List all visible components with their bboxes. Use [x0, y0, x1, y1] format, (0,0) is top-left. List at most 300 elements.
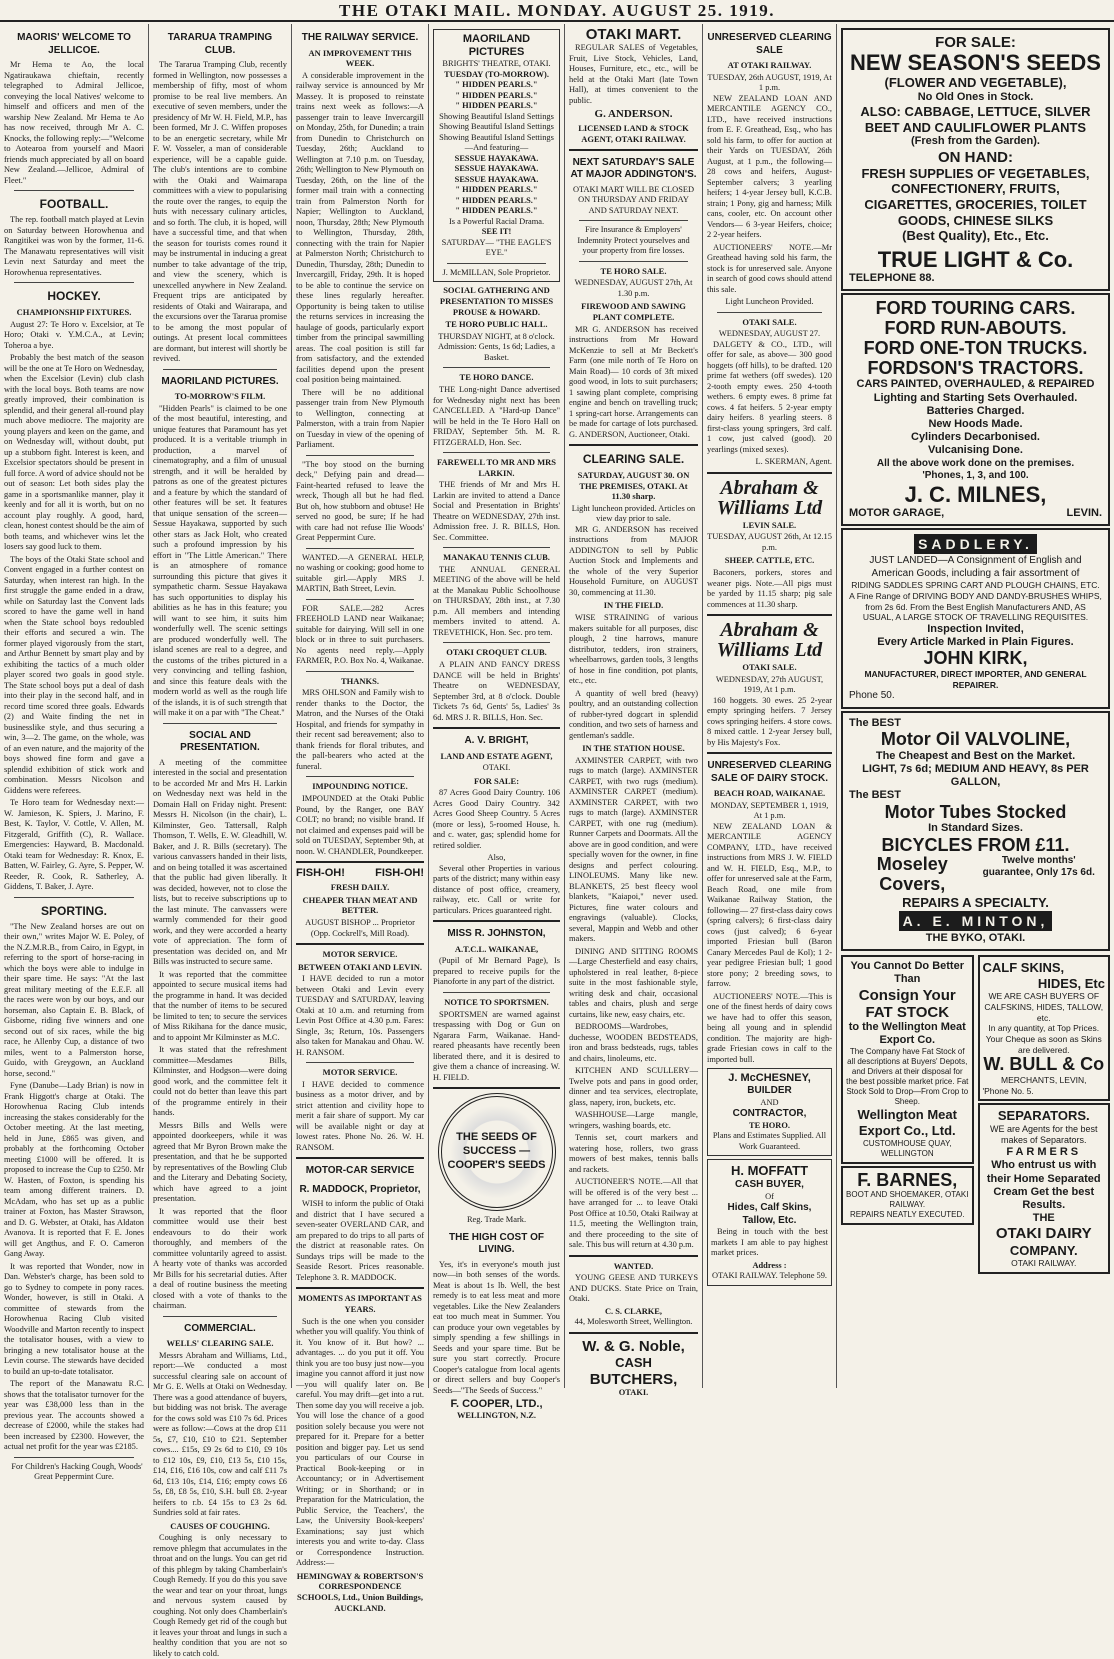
- subhead-wells-sale: WELLS' CLEARING SALE.: [166, 1338, 274, 1349]
- dairy-name: OTAKI DAIRY: [995, 1225, 1092, 1243]
- otaki-sale-2: OTAKI SALE.: [742, 662, 797, 672]
- wellington-meat-name: Wellington Meat Export Co., Ltd.: [857, 1107, 957, 1139]
- divider: [306, 776, 414, 777]
- ford-line: Vulcanising Done.: [928, 444, 1023, 457]
- anderson-title: LICENSED LAND & STOCK AGENT, OTAKI RAILWAY.: [578, 123, 689, 145]
- sale-date: TUESDAY, AUGUST 26th, At 12.15 p.m.: [707, 532, 832, 552]
- mchesney-advert: [707, 1068, 832, 1156]
- divider: [296, 1157, 424, 1159]
- article-text: "The New Zealand horses are out on their own," writes Major W. E. Poley, of the N.Z.M.R.B., from Cairo, in Egypt, in referring to the sport of horse-racing in which the boys were able to indulge in their spare time. He says: "At the last great military meeting of the E.E.F. all the races were won by our boys, and our horseman, also Captain E. B. Black, of Gisborne, riding five winners and one second out of six races, while the big race, he Allenby Cup, a distance of two miles, went to a Palmerston horse, Guido, with Greygown, an Auckland horse, second.": [4, 921, 144, 1078]
- film-title: " HIDDEN PEARLS.": [455, 80, 538, 90]
- film-title: " HIDDEN PEARLS.": [455, 206, 538, 216]
- farmers-label: FARMERS: [1006, 1146, 1082, 1159]
- sheep-cattle: SHEEP. CATTLE, ETC.: [724, 555, 815, 566]
- advert-text: NEW ZEALAND LOAN & MERCANTILE AGENCY COMPANY, LTD., have received instructions from MRS J. W. FIELD and W. H. FIELD, Esq., M.P., to offer for unreserved sale at the Farm, Beach Road, one mile from Waikanae Railway Station, the following— 27 first-class dairy cows (spring calvers); 6 first-class dairy cows (just calved); 6 6-year imported Friesian bull (Baron Canary Mercedes Paul de Kol); 1 2-year pedigree Friesian bull; 1 good store pony; 2 breeding sows, to farrow.: [707, 821, 832, 989]
- column-6: [702, 24, 836, 1388]
- divider: [163, 369, 277, 370]
- advert-text: AUCTIONEER'S NOTE.—All that will be offered is of the very best ... have arranged for ... to leave Otaki Post Office at 10.50, Otaki Railway at 11.5, meeting the Wellington train, and there proceeding to the site of sale. This bus will return at 4.30 p.m.: [569, 1177, 698, 1250]
- headline-high-cost: THE HIGH COST OF LIVING.: [449, 1231, 544, 1255]
- showing-line: Showing Beautiful Island Settings: [439, 122, 554, 132]
- milnes-town: LEVIN.: [1066, 506, 1102, 519]
- true-light-name: TRUE LIGHT & Co.: [877, 246, 1074, 272]
- headline-te-horo-dance: TE HORO DANCE.: [459, 372, 534, 383]
- headline-wanted: WANTED.: [613, 1260, 654, 1271]
- moffatt-address: OTAKI RAILWAY. Telephone 59.: [712, 1271, 827, 1281]
- divider: [306, 1062, 414, 1063]
- bottom-advert-grid: [841, 953, 1110, 1276]
- noble-cash: CASH: [615, 1355, 652, 1371]
- divider: [306, 455, 414, 456]
- article-text: Coughing is only necessary to remove phlegm that accumulates in the throat and on the lungs. You can get rid of this phlegm by taking Chamberlain's Cough Remedy. If you do this you save the wear and tear on your throat, lungs and nervous system caused by coughing. Not only does Chamberlain's Cough Remedy get rid of the cough but it leaves your throat and lungs in such a healthy condition that you are not so likely to catch cold.: [153, 1533, 287, 1658]
- notice-text: I HAVE decided to run a motor between Otaki and Levin every TUESDAY and SATURDAY, leaving Otaki at 10 a.m. and returning from Levin Post Office at 4.30 p.m. Fares: Single, 3s; Return, 10s. Passengers also taken for Manakau and Ohau. W. H. RANSOM.: [296, 974, 424, 1057]
- plans-line: Plans and Estimates Supplied. All Work Guaranteed.: [712, 1131, 827, 1151]
- column-5: [564, 24, 702, 1397]
- saddlery-banner: [849, 536, 1102, 554]
- column-4: [428, 24, 564, 1421]
- consign-to: to the Wellington Meat Export Co.: [848, 1021, 966, 1047]
- right-advert-stack: [978, 953, 1111, 1276]
- headline-firewood: FIREWOOD AND SAWING PLANT COMPLETE.: [581, 301, 686, 322]
- skerman-agent: L. SKERMAN, Agent.: [755, 457, 832, 467]
- subhead-championship: CHAMPIONSHIP FIXTURES.: [16, 307, 132, 317]
- ford-line: All the above work done on the premises.: [876, 457, 1075, 469]
- notice-text: I HAVE decided to commence business as a motor driver, and by strict attention and civility hope to merit a fair share of support. My car will be available night or day at lowest rates. Phone No. 26. W. H. RANSOM.: [296, 1079, 424, 1152]
- subhead-clearing-date: SATURDAY, AUGUST 30. ON THE PREMISES, OTAKI. At 11.30 sharp.: [577, 470, 690, 502]
- headline-motor-car-service: MOTOR-CAR SERVICE: [305, 1165, 415, 1177]
- minton-name: A. E. MINTON,: [899, 911, 1053, 931]
- kirk-name: JOHN KIRK,: [923, 648, 1028, 669]
- headline-motor-service: MOTOR SERVICE.: [322, 949, 398, 960]
- divider: [163, 723, 277, 724]
- advert-text: WISE STRAINING of various makers suitable for all purposes, disc plough, 2 tine harrows, manure distributor, tedders, iron strainers, wheelbarrows, garden tools, 3 lengths of hose in fine condition, pot plants, etc., etc.: [569, 613, 698, 686]
- fish-oh-left: FISH-OH!: [296, 867, 345, 879]
- sale-date: MONDAY, SEPTEMBER 1, 1919, At 1 p.m.: [710, 800, 829, 821]
- article-text: A meeting of the committee interested in the social and presentation to be accorded Mr and Mrs H. Larkin on Wednesday next was held in the Domain Hall on Friday night. Present: Messrs H. Nicolson (in the chair), L. Kilminster, Geo. Tattersall, Ralph Thomson, T. Wells, E. W. Gleadhill, W. Baker, and J. R. Bills (secretary). The various canvassers handed in their lists, and on being totalled it was ascertained that the public had given liberally. It was decided, however, not to close the lists, but to receive subscriptions up to the last minute. The canvassers were warmly commended for their good work, and they were accorded a hearty vote of appreciation. The form of presentation was decided on, and Mr Bills was instructed to secure same.: [153, 757, 287, 967]
- ford-line: CARS PAINTED, OVERHAULED, & REPAIRED: [856, 378, 1095, 391]
- ford-line: Cylinders Decarbonised.: [911, 431, 1040, 444]
- subhead-otaki-railway: AT OTAKI RAILWAY.: [727, 60, 812, 70]
- cheque-line: Your Cheque as soon as Skins are delivered.: [985, 1033, 1102, 1055]
- divider: [569, 1255, 698, 1257]
- advert-text: 87 Acres Good Dairy Country. 106 Acres Good Dairy Country. 342 Acres Good Sheep Country. 5 Acres (more or less), 5-roomed House, h. and c. water, gas; splendid home for retired soldier.: [433, 788, 560, 850]
- top-prices: In any quantity, at Top Prices.: [988, 1023, 1100, 1034]
- divider: [717, 312, 822, 313]
- article-text: Mr Hema te Ao, the local Ngatiraukawa chieftain, recently telegraphed to Admiral Jellicoe, conveying the local Natives' welcome to himself and officers and men of the warship New Zealand. Mr Hema te Ao has now received, through Mr A. C. Knocks, the following reply:—"Welcome to Aotearoa from yourself and Maori friends much appreciated by all on board New Zealand.—Jellicoe, Admiral of Fleet.": [4, 60, 144, 185]
- tubes-best: The BEST: [849, 789, 901, 802]
- advert-text: MR G. ANDERSON has received instructions from MAJOR ADDINGTON to sell by Public Auction Stock and Implements and the whole of the very Superior Household Furniture, on AUGUST 30, commencing at 11.30.: [569, 524, 698, 597]
- notice-text: SPORTSMEN are warned against trespassing with Dog or Gun on Ngarara Farm, Waikanae. Hand-reared pheasants have recently been liberated there, and it is desired to give them a chance of increasing. W. H. FIELD.: [433, 1009, 560, 1082]
- advert-text: 160 hoggets. 30 ewes. 25 2-year empty springing heifers. 7 Jersey cows springing heifers. 4 store cows. 8 mixed cattle. 1 2-year Jersey bull, by His Majesty's Fox.: [707, 695, 832, 747]
- article-text: Messrs Bills and Wells were appointed doorkeepers, while it was agreed that Mr Byron Brown make the presentation, and that he be supported by representatives of the Bowling Club and the Literary and Debating Society, which have agreed to a joint presentation.: [153, 1120, 287, 1204]
- seeds-garden: (Fresh from the Garden).: [911, 135, 1040, 148]
- advert-text: MR G. ANDERSON has received instructions from Mr Howard McKenzie to sell at Mr Beckett's Farm (one mile north of Te Horo on Main Road)— 10 cords of 3ft mixed good wood, in lots to suit purchasers; 1 sawing plant complete, comprising engine and bench on travelling truck; 1 spring-cart horse. Arrangements can be made for cartage of lots purchased. G. ANDERSON, Auctioneer, Otaki.: [569, 324, 698, 439]
- builder-label: BUILDER: [747, 1085, 792, 1097]
- divider: [579, 261, 688, 262]
- ford-phones: 'Phones, 1, 3, and 100.: [922, 470, 1029, 481]
- separators-title: SEPARATORS.: [997, 1108, 1090, 1124]
- divider: [14, 282, 134, 283]
- true-light-telephone: TELEPHONE 88.: [849, 272, 935, 284]
- divider: [14, 1457, 134, 1458]
- article-text: August 27: Te Horo v. Excelsior, at Te Horo; Otaki v. Y.M.C.A., at Levin; Toheroa a bye.: [4, 319, 144, 350]
- noble-town: OTAKI.: [618, 1387, 649, 1397]
- advert-text: AUCTIONEERS' NOTE.—This is one of the finest herds of dairy cows we have had to offer this season, being all young and in splendid condition. The majority are high-grade Friesian cows in calf to the imported bull.: [707, 991, 832, 1064]
- minton-address: THE BYKO, OTAKI.: [925, 932, 1026, 944]
- logo-line: Abraham &: [720, 619, 819, 641]
- saturday-line: SATURDAY— "THE EAGLE'S EYE.": [441, 237, 552, 258]
- seeds-for-sale: FOR SALE:: [935, 34, 1016, 51]
- advert-text: DINING AND SITTING ROOMS—Large Chesterfield and easy chairs, upholstered in real leather, 8-piece suite in the most fashionable style, writing desk and chair, occasional tables and chairs, plush and serge curtains, like new, easy chairs, etc.: [569, 946, 698, 1019]
- separators-text: WE are Agents for the best makes of Separators.: [989, 1123, 1098, 1146]
- clarke-name: C. S. CLARKE,: [604, 1306, 662, 1316]
- poem-text: "The boy stood on the burning deck," Defying pain and dread— Faint-hearted refused to leave the wreck, Though all but he had fled. But oh, how stubborn and obtuse! He served no good, be sure; If he had with care had not refuse Ilie Woods' Great Peppermint Cure.: [296, 459, 424, 543]
- divider: [296, 1287, 424, 1289]
- subhead-improvement: AN IMPROVEMENT THIS WEEK.: [308, 47, 412, 69]
- moffatt-advert: [707, 1159, 832, 1285]
- in-the-station-house: IN THE STATION HOUSE.: [582, 743, 685, 754]
- seal-text: THE SEEDS OF SUCCESS — COOPER'S SEEDS: [447, 1131, 546, 1171]
- bull-name: W. BULL & Co: [983, 1054, 1105, 1075]
- consign-text: The Company have Fat Stock of all descriptions at Buyers' Depots, and Drivers at their disposal for the best possible market price. Fat Stock Sold to Drop—From Crop to Sheep.: [846, 1047, 969, 1107]
- star-name: SESSUE HAYAKAWA.: [454, 174, 539, 184]
- headline-unreserved-2: UNRESERVED CLEARING SALE OF DAIRY STOCK.: [707, 760, 832, 784]
- notice-text: MRS OHLSON and Family wish to render thanks to the Doctor, the Matron, and the Nurses of the Otaki Hospital, and friends for sympathy in their recent sad bereavement; also to thank friends for floral tributes, and the pall-bearers who acted at the funeral.: [296, 688, 424, 771]
- maoriland-title: MAORILAND PICTURES: [462, 33, 531, 59]
- sale-date: WEDNESDAY, AUGUST 27th, At 1.30 p.m.: [574, 278, 693, 298]
- see-it: SEE IT!: [481, 227, 512, 237]
- article-text: It was reported that the floor committee would use their best endeavours to do their work thoroughly, and members of the committee voluntarily agreed to assist. A hearty vote of thanks was accorded Mr Bills for his secretarial duties. After a deal of routine business the meeting closed with a vote of thanks to the chairman.: [153, 1206, 287, 1311]
- dairy-company: COMPANY.: [1009, 1242, 1078, 1258]
- valvoline-cheapest: The Cheapest and Best on the Market.: [875, 749, 1076, 762]
- noble-butchers: BUTCHERS,: [589, 1370, 678, 1388]
- seeds-supplies: FRESH SUPPLIES OF VEGETABLES, CONFECTIONERY, FRUITS, CIGARETTES, GROCERIES, TOILET GOODS, CHINESE SILKS: [861, 165, 1090, 228]
- maoriland-pictures-advert: [433, 29, 560, 282]
- seeds-subtitle: (FLOWER AND VEGETABLE),: [884, 75, 1067, 91]
- divider: [707, 614, 832, 616]
- for-sale-label: FOR SALE:: [473, 775, 520, 786]
- masthead: THE OTAKI MAIL. MONDAY. AUGUST 25. 1919.: [0, 0, 1114, 22]
- headline-tararua: TARARUA TRAMPING CLUB.: [167, 32, 273, 56]
- logo-line: Williams Ltd: [716, 496, 823, 519]
- advert-text: YOUNG GEESE AND TURKEYS AND DUCKS. State Price on Train, Otaki.: [569, 1273, 698, 1304]
- logo-line: Williams Ltd: [716, 639, 823, 661]
- beach-road: BEACH ROAD, WAIKANAE.: [713, 788, 826, 799]
- minton-advert: [841, 711, 1110, 951]
- divider: [433, 1087, 560, 1089]
- headline-impounding: IMPOUNDING NOTICE.: [312, 781, 408, 792]
- divider: [569, 444, 698, 446]
- column-3: [291, 24, 428, 1613]
- and-label: AND: [760, 1097, 779, 1107]
- barnes-trade: BOOT AND SHOEMAKER, OTAKI RAILWAY.: [846, 1190, 969, 1210]
- thursday-night: THURSDAY NIGHT, at 8 o'clock.: [438, 331, 555, 341]
- classified-wanted: WANTED.—A GENERAL HELP, no washing or cooking; good home to suitable girl.—Apply MRS J. MARTIN, Bath Street, Levin.: [296, 552, 424, 594]
- fish-oh-right: FISH-OH!: [375, 867, 424, 879]
- divider: [443, 642, 550, 643]
- cash-buyer: CASH BUYER,: [735, 1179, 804, 1191]
- seeds-title: NEW SEASON'S SEEDS: [850, 50, 1101, 76]
- ford-line: FORD RUN-ABOUTS.: [884, 317, 1067, 338]
- luncheon-line: Light luncheon provided. Articles on view day prior to sale.: [571, 503, 696, 524]
- divider: [306, 599, 414, 600]
- te-horo-hall: TE HORO PUBLIC HALL.: [445, 319, 548, 330]
- cooper-name: F. COOPER, LTD.,: [450, 1398, 543, 1410]
- divider: [447, 263, 546, 264]
- advert-text: WASHHOUSE—Large mangle, wringers, washing boards, etc.: [569, 1110, 698, 1130]
- showing-line: Showing Beautiful Island Settings: [439, 132, 554, 142]
- hides-etc: HIDES, Etc: [1037, 975, 1105, 991]
- trade-mark: Reg. Trade Mark.: [466, 1215, 527, 1224]
- otaki-sale: OTAKI SALE.: [742, 316, 797, 327]
- subhead-atcl: A.T.C.L. WAIKANAE,: [454, 943, 539, 954]
- bull-phone: 'Phone No. 5.: [982, 1085, 1034, 1096]
- valvoline-title: Motor Oil VALVOLINE,: [880, 728, 1071, 749]
- headline-moments: MOMENTS AS IMPORTANT AS YEARS.: [298, 1293, 422, 1315]
- subhead-tomorrows-film: TO-MORROW'S FILM.: [174, 391, 266, 401]
- featuring-line: —And featuring—: [464, 143, 529, 153]
- article-text: "Hidden Pearls" is claimed to be one of the most beautiful, interesting, and unique features that Paramount has yet produced. It is a veritable triumph in production, a marvel of cinematography, and a film of unusual strength, and it will be heralded by patrons as one of the greatest pictures and a feature by which the standard of other features will be set. It features that unique sensation of the screen—Sessue Hayakawa, supported by such other stars as Jack Holt, who created such a profound impression by his effort in "The Little American." There is an atmosphere of romance surrounding this picture that gives it sympathetic charm. Sessue Hayakawa has such opportunities to display his abilities as he has in this feature; you will want to see him, it suits him wonderfully well. The scenic settings are produced wonderfully well. The island scenes are real to a degree, and the customs of the tribes pictured in a very convincing and telling fashion, and since this feature deals with the modern world as well as the rough life of the islands, it is of such strength that will make it on a par with "The Cheat.": [153, 403, 287, 718]
- notice-text: THE Long-night Dance advertised for Wednesday night next has been CANCELLED. A "Hard-up Dance" will be held in the Te Horo Hall on FRIDAY, September 5th. M. R. FITZGERALD, Hon. Sec.: [433, 385, 560, 447]
- classified-for-sale: FOR SALE.—282 Acres FREEHOLD LAND near Waikanae; suitable for dairying. Will sell in one block or in three to suit purchasers. No agents need reply.—Apply FARMER, P.O. Box No. 4, Waikanae.: [296, 603, 424, 666]
- saddlery-inspection: Inspection Invited,: [927, 622, 1024, 635]
- moseley-row: [849, 855, 1102, 895]
- clarke-address: 44, Molesworth Street, Wellington.: [574, 1317, 693, 1327]
- advert-text: Being in touch with the best markets I am able to pay highest market prices.: [711, 1227, 828, 1258]
- headline-maoriland-pictures: MAORILAND PICTURES.: [161, 375, 279, 387]
- ford-line: New Hoods Made.: [928, 417, 1023, 430]
- bicycles-line: BICYCLES FROM £11.: [881, 834, 1070, 855]
- true-light-advert: [841, 28, 1110, 291]
- headline-railway: THE RAILWAY SERVICE.: [301, 32, 419, 43]
- film-title: " HIDDEN PEARLS.": [455, 101, 538, 111]
- in-the-field: IN THE FIELD.: [603, 600, 664, 611]
- headline-thanks: THANKS.: [340, 675, 380, 686]
- dairy-the: THE: [1032, 1212, 1055, 1225]
- film-title: " HIDDEN PEARLS.": [455, 195, 538, 205]
- headline-maddock: R. MADDOCK, Proprietor,: [299, 1183, 421, 1195]
- seeds-also: ALSO: CABBAGE, LETTUCE, SILVER BEET AND CAULIFLOWER PLANTS: [860, 104, 1091, 135]
- headline-social-gathering: SOCIAL GATHERING AND PRESENTATION TO MISSES PROUSE & HOWARD.: [439, 285, 554, 317]
- advert-text: Several other Properties in various parts of the district; many within easy distance of post office, creamery, railway, etc. Call or write for particulars. Prices guaranteed right.: [433, 863, 560, 915]
- tubes-title: Motor Tubes Stocked: [884, 801, 1067, 822]
- headline-manakau-tennis: MANAKAU TENNIS CLUB.: [443, 552, 550, 563]
- notice-text: THE friends of Mr and Mrs H. Larkin are invited to attend a Dance Social and Presentation in Brights' Theatre on WEDNESDAY, 27th inst. Admission free. J. R. BILLS, Hon. Sec. Committee.: [433, 480, 560, 542]
- headline-clearing-sale: CLEARING SALE.: [582, 452, 685, 467]
- divider: [569, 1332, 698, 1334]
- article-text: It was reported that the committee appointed to secure musical items had the programme in hand. It was decided that the number of items to be secured be limited to ten; to secure the services of Miss Rikihana for the dance music, and to appoint Mr Kilminster as M.C.: [153, 969, 287, 1042]
- saddlery-text: JUST LANDED—A Consignment of English and American Goods, including a fair assortment of: [869, 555, 1082, 579]
- article-text: It was reported that Wonder, now in Dan. Webster's charge, has been sold to go to Sydney to compete in pony races. Wonder, however, is still in Otaki. A committee of stewards from the Horowhenua Racing Club visited Woodville and Marton recently to inspect the totalisator houses, with a view to bringing a new totalisator house at the Levin course. The stewards have decided to build an up-to-date totalisator.: [4, 1261, 144, 1376]
- divider: [296, 943, 424, 945]
- column-2: [148, 24, 291, 1658]
- filler-note: For Children's Hacking Cough, Woods' Great Peppermint Cure.: [11, 1461, 143, 1482]
- article-text: Fyne (Danube—Lady Brian) is now in Frank Higgott's charge at Otaki. The Horowhenua Racing Club intends increasing the stakes considerably for the October meeting. At the last meeting, held in June, £865 was given, and probably at the forthcoming October meeting £1000 will be offered. It is proposed to increase the Cup to £250. Mr W. Hasten, of Foxton, is spending his team among different trainers. D. McAdam, who has set up as a public trainer at Foxton, has Master Strawson, and D. G. Webster, at Otaki, has Aldaton Avanova. It is reported that F. E. Jones will get Angthus, and F. O. Cameron Gang Away.: [4, 1081, 144, 1259]
- article-text: A considerable improvement in the railway service is announced by Mr Massey. It is proposed to reinstate trains next week as follows:—A passenger train to leave Invercargill on Monday, 25th, for Dunedin; a train from Dunedin to Christchurch on Tuesday, 26th; Auckland to Wellington at 7.10 p.m. on Tuesday, 26th; Wellington to New Plymouth on Tuesday, 26th, on the line of the former mail train with a connecting train from Palmerston North for Napier; Wellington to Auckland, noon, Thursday, 28th; New Plymouth to Wellington, Thursday, 28th, connecting with the train for Napier at Palmerston North; Christchurch to Dunedin, Thursday, 28th; Dunedin to Invercargill, Friday, 29th. It is hoped to be able to continue the service on these lines regularly hereafter. Opportunity is being taken to utilise the returns services in increasing the haulage of goods, particularly export timber from the principal sawmilling areas. The coal position is still far from satisfactory, and the extended facilities depend upon the present coal position being maintained.: [296, 70, 424, 385]
- fish-advert-heading: [296, 867, 424, 880]
- drama-line: Is a Powerful Racial Drama.: [448, 216, 545, 226]
- hemingway-schools: HEMINGWAY & ROBERTSON'S CORRESPONDENCE SCHOOLS, Ltd., Union Buildings, AUCKLAND.: [296, 1570, 424, 1613]
- advert-text: (Pupil of Mr Bernard Page), Is prepared to receive pupils for the Pianoforte in any part of the district.: [433, 956, 560, 987]
- ford-line: FORD ONE-TON TRUCKS.: [863, 337, 1088, 358]
- advert-text: REGULAR SALES of Vegetables, Fruit, Live Stock, Vehicles, Land, Houses, Furniture, etc., etc., will be held at the Otaki Mart (late Town Hall), at times convenient to the public.: [569, 43, 698, 105]
- headline-hockey: HOCKEY.: [47, 289, 101, 303]
- wellington-meat-address: CUSTOMHOUSE QUAY, WELLINGTON: [863, 1138, 952, 1158]
- te-horo-label: TE HORO.: [749, 1120, 790, 1130]
- headline-commercial: COMMERCIAL.: [184, 1322, 256, 1334]
- advert-text: KITCHEN AND SCULLERY—Twelve pots and pans in good order, dinner and tea services, electroplate, glass, napery, iron, buckets, etc.: [569, 1066, 698, 1107]
- kirk-subtitle: MANUFACTURER, DIRECT IMPORTER, AND GENERAL REPAIRER.: [864, 669, 1087, 690]
- also-label: Also,: [487, 853, 506, 863]
- divider: [306, 548, 414, 549]
- article-text: The report of the Manawatu R.C. shows that the totalisator turnover for the year was £38,000 less than in the previous year. The accounts showed a decrease of £2000, while the stakes had been increased by £2300. However, the actual net profit for the year was £2185.: [4, 1379, 144, 1452]
- kirk-saddlery-advert: [841, 528, 1110, 709]
- divider: [707, 752, 832, 754]
- bull-merchants: MERCHANTS, LEVIN,: [1001, 1074, 1087, 1085]
- fish-fresh-daily: FRESH DAILY.: [330, 882, 390, 893]
- tubes-sizes: In Standard Sizes.: [928, 822, 1023, 835]
- saddlery-plain-figures: Every Article Marked in Plain Figures.: [877, 636, 1074, 649]
- moffatt-name: H. MOFFATT: [730, 1163, 809, 1179]
- advert-text: A quantity of well bred (heavy) poultry, and an outstanding collection of rubber-tyred dogcart in splendid condition, and two sets of harness and gentleman's saddle.: [569, 688, 698, 740]
- valvoline-prices: LIGHT, 7s 6d; MEDIUM AND HEAVY, 8s PER GALLON,: [862, 762, 1089, 789]
- article-text: The boys of the Otaki State school and Convent engaged in a further contest on Saturday, when interest ran high. In the first struggle the game ended in a draw, while on Saturday last the Convent lads scored to have the game well in hand when the State school boys redoubled their efforts and secured a win. The former played vigorously from the start, and Arthur Bennett by smart play and by exhibiting the tactics of a much older player scored two goals in good style. The State school boys put a deal of dash into their play in the second half, and in record time scored three goals. Edwards (2) and Waite finding the net in businesslike style, and thus securing a win, 3—2. The game, on the whole, was of an even nature, and the majority of the boys showed fine form and gave a splendid exhibition of stick work and combination. Messrs Nicolson and Giddens were referees.: [4, 554, 144, 795]
- bright-town: OTAKI.: [482, 763, 511, 773]
- ford-line: Batteries Charged.: [926, 404, 1025, 417]
- te-horo-sale: TE HORO SALE.: [600, 265, 667, 276]
- address-label: Address :: [752, 1260, 787, 1270]
- article-text: The rep. football match played at Levin on Saturday between Horowhenua and Rangitikei was won by the former, 11-6. The Manawatu representatives will visit Levin next Saturday and meet the Horowhenua representatives.: [4, 215, 144, 277]
- valvoline-best: The BEST: [849, 716, 901, 729]
- kirk-phone: Phone 50.: [849, 690, 895, 702]
- ford-line: FORDSON'S TRACTORS.: [867, 357, 1084, 378]
- headline-croquet: OTAKI CROQUET CLUB.: [446, 647, 547, 658]
- divider: [569, 149, 698, 151]
- advert-text: BEDROOMS—Wardrobes, duchesse, WOODEN BEDSTEADS, iron and brass bedsteads, rugs, tables and chairs, linoleums, etc.: [569, 1022, 698, 1063]
- column-7: [836, 24, 1114, 1388]
- article-text: Probably the best match of the season will be the one at Te Horo on Wednesday, when the Excelsior (Levin) club clash with the local boys. Both teams are now greatly improved, their combination is splendid, and their general all-round play much above mediocre. The majority are young players and keen on the game, and on Wednesday will, without doubt, put up a stubborn fight. Interest is keen, and Excelsior spectators should be present in full force. A word of advice should not be out of season: Let both sides play the game in a sportsmanlike manner, play it keenly and for all it is worth, but on no account play roughly. A good, hard, clean, honest contest should be the aim of both teams, and whichever wins let the losers say good luck to them.: [4, 353, 145, 552]
- coopers-seeds-seal: [438, 1093, 556, 1211]
- contractor-label: CONTRACTOR,: [732, 1108, 807, 1120]
- bull-advert: [978, 955, 1111, 1101]
- seeds-no-old: No Old Ones in Stock.: [917, 91, 1034, 104]
- headline-next-saturday: NEXT SATURDAY'S SALE AT MAJOR ADDINGTON'S.: [570, 156, 697, 181]
- sale-date: WEDNESDAY, 27th AUGUST, 1919, At 1 p.m.: [715, 674, 824, 695]
- fish-proprietor: AUGUST BISHOP ... Proprietor (Opp. Cockrell's, Mill Road).: [305, 918, 415, 938]
- moseley-covers: Moseley Covers,: [876, 854, 948, 895]
- saddlery-title: SADDLERY.: [914, 534, 1037, 554]
- film-title: " HIDDEN PEARLS.": [455, 185, 538, 195]
- divider: [443, 367, 550, 368]
- advert-text: DALGETY & CO., LTD., will offer for sale, as above— 300 good hoggets (off hills), to be drafted. 120 prime fat wethers (off swedes). 120 2-tooth empty ewes. 250 4-tooth wethers. 6 empty ewes. 8 prime fat cows. 4 fat heifers. 5 2-year empty dairy heifers. 8 yearling steers. 8 first-class young springers, 3rd calf. 1 cow, just calved (good). 20 yearlings (mixed sexes).: [707, 339, 832, 454]
- advert-text: WISH to inform the public of Otaki and district that I have secured a seven-seater OVERLAND CAR, and am prepared to do trips to all parts of the district at reasonable rates. On Sundays trips will be made to the Seaside Resort. Prices reasonable. Telephone 3. R. MADDOCK.: [296, 1199, 424, 1282]
- barnes-name: F. BARNES,: [857, 1169, 958, 1190]
- levin-sale: LEVIN SALE.: [742, 519, 797, 530]
- divider: [306, 671, 414, 672]
- subhead-causes-coughing: CAUSES OF COUGHING.: [170, 1520, 270, 1531]
- minton-banner: [849, 913, 1102, 931]
- fish-cheaper: CHEAPER THAN MEAT AND BETTER.: [302, 894, 418, 916]
- insurance-line: Fire Insurance & Employers' Indemnity Protect yourselves and your property from fire losses.: [577, 225, 690, 256]
- milnes-name: J. C. MILNES,: [904, 481, 1047, 507]
- theatre-name: BRIGHTS' THEATRE, OTAKI.: [442, 59, 551, 69]
- anderson-name: G. ANDERSON.: [594, 108, 673, 121]
- moseley-guarantee: Twelve months' guarantee, Only 17s 6d.: [982, 855, 1095, 879]
- milnes-garage: MOTOR GARAGE,: [849, 506, 945, 519]
- film-title: " HIDDEN PEARLS.": [455, 90, 538, 100]
- seeds-quality: (Best Quality), Etc., Etc.: [902, 228, 1049, 244]
- headline-social-presentation: SOCIAL AND PRESENTATION.: [180, 729, 260, 754]
- divider: [14, 897, 134, 898]
- headline-otaki-mart: OTAKI MART.: [585, 26, 682, 43]
- star-name: SESSUE HAYAKAWA.: [454, 153, 539, 163]
- mart-closed: OTAKI MART WILL BE CLOSED ON THURSDAY AND FRIDAY AND SATURDAY NEXT.: [572, 184, 695, 215]
- showing-line: Showing Beautiful Island Settings: [439, 111, 554, 121]
- cash-buyers: WE ARE CASH BUYERS OF CALFSKINS, HIDES, TALLOW, etc.: [984, 991, 1104, 1023]
- headline-bright: A. V. BRIGHT,: [464, 735, 529, 746]
- subhead-land-agent: LAND AND ESTATE AGENT,: [440, 750, 553, 761]
- luncheon-line: Light Luncheon Provided.: [725, 297, 814, 307]
- noble-name: W. & G. Noble,: [582, 1337, 685, 1355]
- sale-date: TUESDAY, 26th AUGUST, 1919, At 1 p.m.: [707, 72, 832, 93]
- article-text: Te Horo team for Wednesday next:—W. Jamieson, K. Spiers, J. Marino, F. Best, K. Taylor, V. Cottle, V. Allen, M. Fitzgerald, Griffith (C), R. Wallace. Emergencies: Hayward, B. Macdonald. Otaki team for Wednesday: R. Knox, E. Batten, W. Fairley, G. Ayre, S. Pepper, W. Reeder, R. Cook, R. Satherley, A. Giddens, T. Baker, J. Ayre.: [4, 798, 144, 892]
- admission-line: Admission: Gents, 1s 6d; Ladies, a Basket.: [437, 342, 555, 362]
- notice-text: A PLAIN AND FANCY DRESS DANCE will be held in Brights' Theatre on WEDNESDAY, September 3rd, at 8 o'clock. Double Tickets 7s 6d, Gents' 5s, Ladies' 3s 6d. MRS J. R. BILLS, Hon. Sec.: [433, 660, 560, 722]
- farmers-text: Who entrust us with their Home Separated Cream Get the best Results.: [986, 1159, 1101, 1212]
- advert-text: Yes, it's in everyone's mouth just now—in both senses of the words. Meat is about 1s lb. Well, the best remedy is to eat less meat and more vegetables. Like the New Zealanders eat too much meat in Summer. You can produce your own vegetables by simply spending a few shillings in Seeds and your spare time. But be sure you start correctly. Procure Cooper's catalogue from local agents or direct sellers and buy Cooper's Seeds—"The Seeds of Success.": [433, 1259, 560, 1395]
- advert-text: Baconers, porkers, stores and weaner pigs. Note.—All pigs must be yarded by 11.15 sharp; pig sale commences at 11.30 sharp.: [707, 568, 832, 609]
- meat-export-advert: [841, 955, 974, 1163]
- column-1: [0, 24, 148, 1482]
- consign-intro: You Cannot Do Better Than: [850, 960, 964, 986]
- headline-unreserved: UNRESERVED CLEARING SALE: [707, 32, 832, 56]
- divider: [163, 1316, 277, 1317]
- saddlery-text: RIDING SADDLES SPRING CART AND PLOUGH CHAINS, ETC. A Fine Range of DRIVING BODY AND DANDY-BRUSHES WHIPS, from 2s 6d. From the Best English Manufacturers AND, AS USUAL, A LARGE STOCK OF TRAVELLING REQUISITES.: [849, 580, 1102, 623]
- proprietor-line: J. McMILLAN, Sole Proprietor.: [442, 267, 551, 277]
- headline-farewell: FAREWELL TO MR AND MRS LARKIN.: [436, 457, 557, 478]
- dairy-company-advert: [978, 1103, 1111, 1274]
- ford-line: FORD TOURING CARS.: [875, 298, 1076, 319]
- ford-line: Lighting and Starting Sets Overhauled.: [873, 391, 1078, 404]
- headline-motor-service-2: MOTOR SERVICE.: [322, 1067, 398, 1078]
- advert-text: AUCTIONEERS' NOTE.—Mr Greathead having sold his farm, the stock is for unreserved sale. Anyone in search of good cows should attend this sale.: [707, 242, 832, 294]
- tuesday-line: TUESDAY (TO-MORROW).: [444, 69, 549, 79]
- sale-date: WEDNESDAY, AUGUST 27.: [718, 329, 821, 339]
- cooper-address: WELLINGTON, N.Z.: [457, 1411, 536, 1421]
- divider: [433, 920, 560, 922]
- advert-text: Such is the one when you consider whether you will qualify. You think of it. You know of it. But how? ... advantages. ... do you put it off. You think you are too busy just now—you imagine you cannot afford it just now—you will qualify later on. Be careful. You may drift—get into a rut. Then some day you will receive a job. You will lose the chance of a good position solely because you were not prepared for it. Prepare for a better position and bigger pay. Let us send you particulars of our Course in Practical Book-keeping or in Accountancy; or in Advertisement Writing; or in Shorthand; or in Preparation for the Matriculation, the Public Service, the Teachers', the Law, the University Book-keepers' Examinations; say just which interests you and write to-day. Class or Correspondence Instruction. Address:—: [296, 1316, 424, 1568]
- article-text: There will be no additional passenger train from New Plymouth to Wellington, connecting at Palmerston, with a train from Napier on Tuesday in view of the opening of Parliament.: [296, 387, 424, 450]
- divider: [14, 190, 134, 191]
- advert-text: NEW ZEALAND LOAN AND MERCANTILE AGENCY CO., LTD., have received instructions from E. F. Greathead, Esq., who has sold his farm, to offer for auction at their Yards on TUESDAY, 26th August, at 1 p.m., the following— 28 cows and heifers, August-September calvers; 3 yearling heifers; 1 4-year Jersey bull, K.C.B. strain; 1 Pony, gig and harness; Milk cans, cooler, etc. On account other Vendors— 6 3-year Heifers, choice; 2 2-year heifers.: [707, 93, 832, 240]
- headline-johnston: MISS R. JOHNSTON,: [447, 928, 546, 940]
- headline-maoris-welcome: MAORIS' WELCOME TO JELLICOE.: [17, 32, 131, 56]
- headline-football: FOOTBALL.: [39, 197, 109, 211]
- abraham-williams-logo: [707, 478, 832, 518]
- advert-text: Tennis set, court markers and watering hose, rollers, two grass mowers of best makes, tennis balls and rackets.: [569, 1133, 698, 1174]
- seeds-on-hand: ON HAND:: [938, 148, 1013, 166]
- article-text: The Tararua Tramping Club, recently formed in Wellington, now possesses a membership of fifty, most of whom promise to be real live members. An executive of seven members, under the presidency of Mr W. H. Field, M.P., has been formed, Mr J. C. Wiffen proposes to be an energetic secretary, while Mr F. W. Vosseler, a man of considerable experience, will be a capable guide. The club's intentions are to combine with the Otaki and Waimarapa committees with a view to popularising the route over the ranges, to equip the huts with necessary culinary articles, and so forth. The club, it is hoped, will have a successful time, and that when the season for tourists comes round it may be instrumental in inducing a great number to take advantage of the trip, and view the scenery, which is unexcelled anywhere in New Zealand. Frequent trips are anticipated by residents of Otaki and Wairarapa, and the excursions over the Tararua promise to be among the most popular of outings. At present local committees are dormant, but interest will shortly be revived.: [153, 60, 287, 363]
- star-name: SESSUE HAYAKAWA.: [454, 164, 539, 174]
- subhead-otaki-levin: BETWEEN OTAKI AND LEVIN.: [297, 961, 423, 972]
- consign-fat-stock: Consign Your FAT STOCK: [858, 986, 956, 1021]
- divider: [707, 472, 832, 474]
- calf-skins: CALF SKINS,: [982, 960, 1065, 976]
- milnes-garage-advert: [841, 293, 1110, 526]
- mchesney-name: J. McCHESNEY,: [728, 1072, 811, 1085]
- dairy-address: OTAKI RAILWAY.: [1011, 1258, 1077, 1269]
- divider: [296, 861, 424, 863]
- article-text: It was stated that the refreshment committee—Mesdames Bills, Kilminster, and Hodgson—were doing good work, and the committee felt it could not do better than leave this part of the programme entirely in their hands.: [153, 1045, 287, 1118]
